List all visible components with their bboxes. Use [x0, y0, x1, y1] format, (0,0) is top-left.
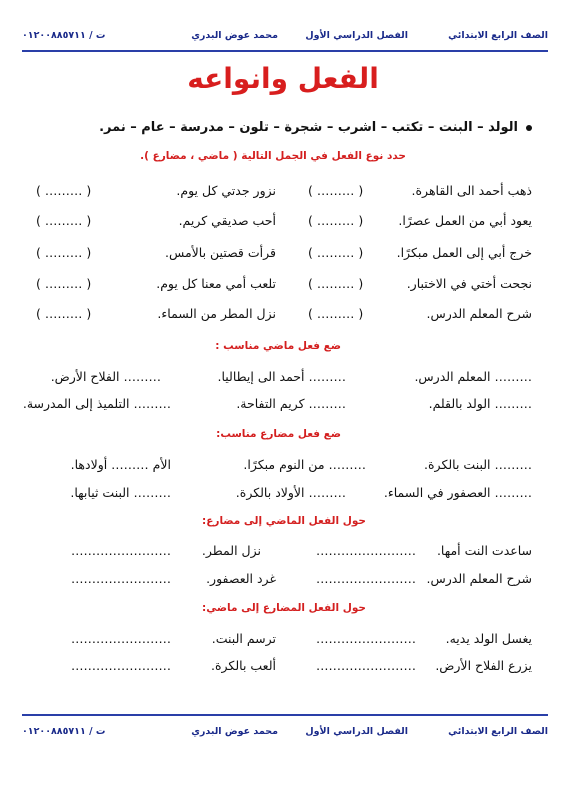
s5-r2-sentence2: ألعب بالكرة.: [211, 658, 276, 673]
word-list: [99, 120, 532, 135]
s5-r2-blank2[interactable]: ……………………: [71, 658, 171, 673]
s5-r2-blank1[interactable]: ……………………: [316, 658, 416, 673]
section1-instruction: حدد نوع الفعل في الجمل التالية ( ماضي ، مضارع ).: [140, 150, 406, 162]
s5-r2-sentence1: يزرع الفلاح الأرض.: [435, 658, 532, 673]
s5-r1-sentence2: ترسم البنت.: [211, 631, 276, 646]
section4-instruction: حول الفعل الماضي إلى مضارع:: [202, 515, 366, 527]
s2-r2-c2: ……… كريم التفاحة.: [236, 396, 346, 411]
footer-teacher-name: محمد عوض البدري: [191, 726, 278, 737]
s2-r2-c1: ……… الولد بالقلم.: [428, 396, 532, 411]
footer-phone-number: ت / ٠١٢٠٠٨٨٥٧١١: [22, 726, 106, 737]
s4-r2-blank2[interactable]: ……………………: [71, 571, 171, 586]
s1-right-1: ذهب أحمد الى القاهرة.: [411, 183, 532, 198]
section3-instruction: ضع فعل مضارع مناسب:: [216, 428, 341, 440]
term-label: الفصل الدراسي الأول: [305, 30, 408, 41]
s3-r1-c3: الأم ……… أولادها.: [70, 457, 171, 472]
s2-r1-c1: ……… المعلم الدرس.: [414, 369, 532, 384]
s4-r2-blank1[interactable]: ……………………: [316, 571, 416, 586]
s1-blank-left-2[interactable]: ( ……… ): [36, 213, 92, 228]
s1-right-5: شرح المعلم الدرس.: [426, 306, 532, 321]
s1-blank-left-4[interactable]: ( ……… ): [36, 276, 92, 291]
s2-r2-c3: ……… التلميذ إلى المدرسة.: [22, 396, 171, 411]
s1-right-3: خرج أبي إلى العمل مبكرًا.: [396, 245, 532, 260]
phone-number: ت / ٠١٢٠٠٨٨٥٧١١: [22, 30, 106, 41]
s4-r1-blank2[interactable]: ……………………: [71, 543, 171, 558]
s1-left-3: قرأت قصتين بالأمس.: [165, 245, 276, 260]
s3-r1-c2: ……… من النوم مبكرًا.: [243, 457, 366, 472]
page-title: الفعل وانواعه: [187, 62, 379, 95]
s1-left-2: أحب صديقي كريم.: [178, 213, 276, 228]
s1-blank-left-3[interactable]: ( ……… ): [36, 245, 92, 260]
s1-right-2: يعود أبي من العمل عصرًا.: [398, 213, 532, 228]
s1-blank-left-5[interactable]: ( ……… ): [36, 306, 92, 321]
bullet-icon: [526, 125, 532, 131]
s1-left-1: نزور جدتي كل يوم.: [176, 183, 276, 198]
s1-right-4: نجحت أختي في الاختبار.: [406, 276, 532, 291]
s1-blank-left-1[interactable]: ( ……… ): [36, 183, 92, 198]
s2-r1-c2: ……… أحمد الى إيطاليا.: [217, 369, 346, 384]
s2-r1-c3: ……… الفلاح الأرض.: [50, 369, 161, 384]
s1-blank-right-5[interactable]: ( ……… ): [308, 306, 364, 321]
s4-r2-sentence1: شرح المعلم الدرس.: [426, 571, 532, 586]
s3-r2-c1: ……… العصفور في السماء.: [383, 485, 532, 500]
bottom-footer: [22, 726, 548, 742]
top-header: [22, 30, 548, 46]
s3-r2-c3: ……… البنت ثيابها.: [70, 485, 171, 500]
teacher-name: محمد عوض البدري: [191, 30, 278, 41]
s1-blank-right-2[interactable]: ( ……… ): [308, 213, 364, 228]
s1-blank-right-1[interactable]: ( ……… ): [308, 183, 364, 198]
s4-r1-blank1[interactable]: ……………………: [316, 543, 416, 558]
footer-term-label: الفصل الدراسي الأول: [305, 726, 408, 737]
s3-r1-c1: ……… البنت بالكرة.: [424, 457, 532, 472]
header-divider: [22, 50, 548, 52]
s5-r1-blank1[interactable]: ……………………: [316, 631, 416, 646]
s4-r1-sentence1: ساعدت النت أمها.: [436, 543, 532, 558]
footer-divider: [22, 714, 548, 716]
s5-r1-sentence1: يغسل الولد يديه.: [445, 631, 532, 646]
s1-blank-right-3[interactable]: ( ……… ): [308, 245, 364, 260]
grade-label: الصف الرابع الابتدائي: [448, 30, 548, 41]
s4-r1-sentence2: نزل المطر.: [201, 543, 261, 558]
s1-left-5: نزل المطر من السماء.: [157, 306, 276, 321]
section2-instruction: ضع فعل ماضي مناسب :: [215, 340, 341, 352]
section5-instruction: حول الفعل المضارع إلى ماضي:: [202, 602, 366, 614]
footer-grade-label: الصف الرابع الابتدائي: [448, 726, 548, 737]
s1-blank-right-4[interactable]: ( ……… ): [308, 276, 364, 291]
s4-r2-sentence2: غرد العصفور.: [206, 571, 276, 586]
s3-r2-c2: ……… الأولاد بالكرة.: [235, 485, 346, 500]
s1-left-4: تلعب أمي معنا كل يوم.: [156, 276, 276, 291]
word-list-text: الولد – البنت – تكتب – اشرب – شجرة – تلون – مدرسة – عام – نمر.: [99, 120, 518, 135]
s5-r1-blank2[interactable]: ……………………: [71, 631, 171, 646]
